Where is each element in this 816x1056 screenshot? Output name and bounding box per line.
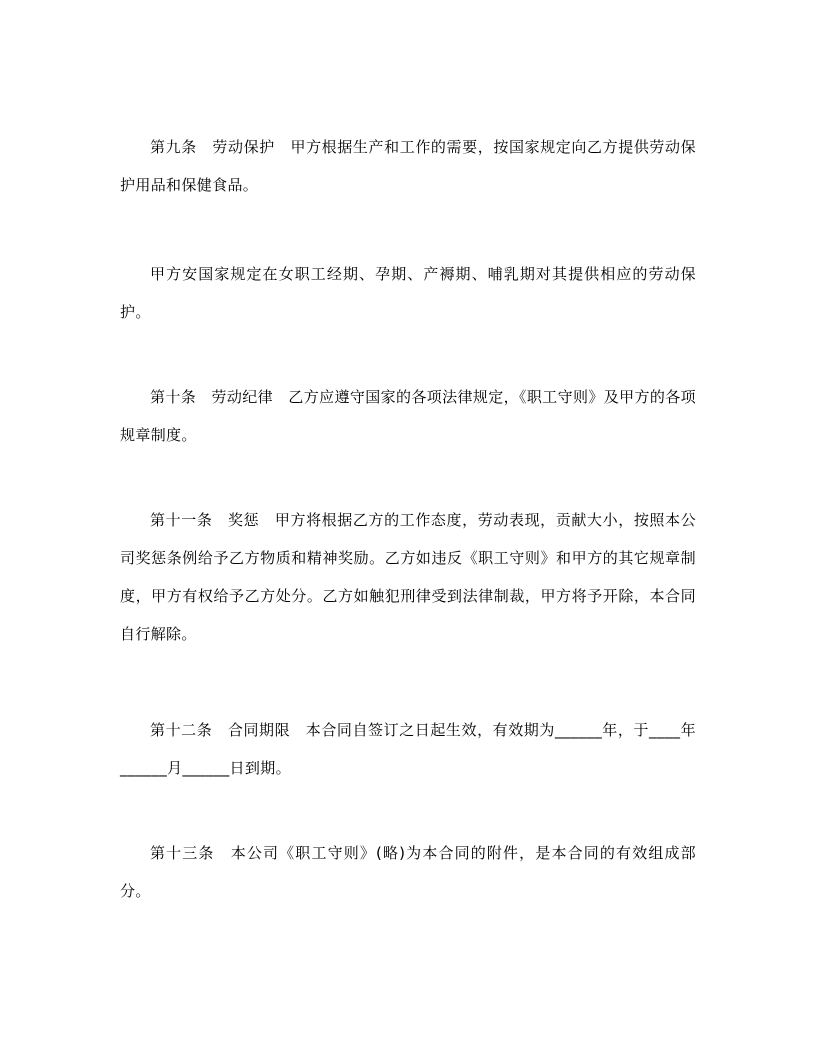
- article-12-contract-term: 第十二条 合同期限 本合同自签订之日起生效，有效期为______年，于____年______月______日到期。: [120, 721, 696, 777]
- article-9-labor-protection: 第九条 劳动保护 甲方根据生产和工作的需要，按国家规定向乙方提供劳动保护用品和保健食品。: [120, 138, 696, 194]
- article-11-rewards-penalties: 第十一条 奖惩 甲方将根据乙方的工作态度，劳动表现，贡献大小，按照本公司奖惩条例给予乙方物质和精神奖励。乙方如违反《职工守则》和甲方的其它规章制度，甲方有权给予乙方处分。乙方如触犯刑律受到法律制裁，甲方将予开除，本合同自行解除。: [120, 511, 696, 643]
- female-worker-protection-paragraph: 甲方安国家规定在女职工经期、孕期、产褥期、哺乳期对其提供相应的劳动保护。: [120, 265, 696, 321]
- article-10-labor-discipline: 第十条 劳动纪律 乙方应遵守国家的各项法律规定，《职工守则》及甲方的各项规章制度。: [120, 388, 696, 444]
- article-13-employee-rules-appendix: 第十三条 本公司《职工守则》(略)为本合同的附件，是本合同的有效组成部分。: [120, 844, 696, 900]
